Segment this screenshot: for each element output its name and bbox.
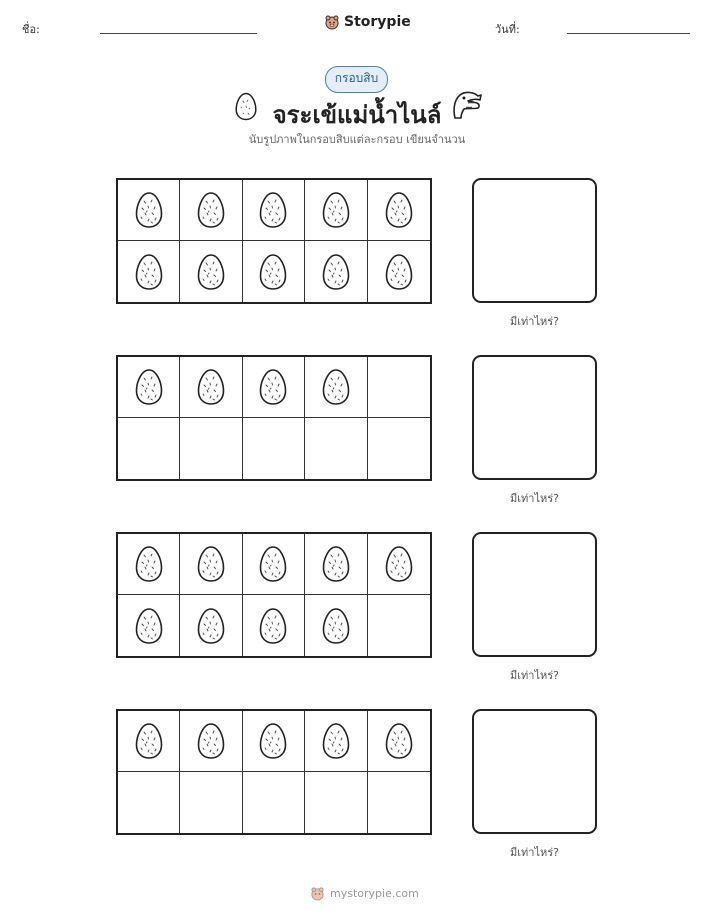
brand-name: Storypie: [344, 14, 411, 30]
ten-frame-4: [116, 709, 432, 835]
answer-prompt: มีเท่าไหร่?: [510, 492, 559, 505]
title-egg-icon: [234, 92, 258, 125]
answer-box-4[interactable]: [472, 709, 597, 834]
ten-frame-cell: [180, 180, 242, 241]
answer-prompt: มีเท่าไหร่?: [510, 669, 559, 682]
ten-frame-cell: [243, 180, 305, 241]
egg-icon: [321, 607, 351, 645]
egg-icon: [321, 545, 351, 583]
ten-frame-cell: [180, 772, 242, 833]
ten-frame-cell: [180, 241, 242, 302]
ten-frame-cell: [243, 418, 305, 479]
ten-frame-cell: [118, 357, 180, 418]
ten-frame-cell: [180, 534, 242, 595]
egg-icon: [384, 722, 414, 760]
ten-frame-cell: [180, 711, 242, 772]
ten-frame-cell: [368, 595, 430, 656]
egg-icon: [196, 722, 226, 760]
footer-site: mystorypie.com: [330, 887, 419, 900]
egg-icon: [258, 191, 288, 229]
egg-icon: [196, 253, 226, 291]
ten-frame-cell: [118, 418, 180, 479]
ten-frame-cell: [118, 711, 180, 772]
ten-frame-cell: [368, 534, 430, 595]
ten-frame-1: [116, 178, 432, 304]
ten-frame-cell: [118, 772, 180, 833]
ten-frame-cell: [243, 772, 305, 833]
ten-frame-cell: [243, 357, 305, 418]
egg-icon: [321, 253, 351, 291]
egg-icon: [196, 607, 226, 645]
ten-frame-cell: [180, 418, 242, 479]
date-field-line[interactable]: [567, 33, 690, 34]
ten-frame-cell: [368, 772, 430, 833]
name-field-line[interactable]: [100, 33, 257, 34]
ten-frame-cell: [368, 357, 430, 418]
answer-prompt: มีเท่าไหร่?: [510, 315, 559, 328]
egg-icon: [321, 191, 351, 229]
ten-frame-3: [116, 532, 432, 658]
ten-frame-cell: [305, 534, 367, 595]
topic-badge: กรอบสิบ: [325, 66, 388, 93]
answer-box-1[interactable]: [472, 178, 597, 303]
crocodile-icon: [450, 90, 484, 126]
ten-frame-cell: [118, 534, 180, 595]
egg-icon: [258, 722, 288, 760]
ten-frame-cell: [118, 180, 180, 241]
footer: [310, 886, 419, 901]
egg-icon: [134, 368, 164, 406]
egg-icon: [321, 368, 351, 406]
ten-frame-cell: [305, 241, 367, 302]
egg-icon: [134, 607, 164, 645]
name-label: ชื่อ:: [22, 23, 40, 36]
ten-frame-cell: [305, 772, 367, 833]
egg-icon: [134, 545, 164, 583]
ten-frame-cell: [305, 595, 367, 656]
ten-frame-cell: [118, 595, 180, 656]
egg-icon: [196, 545, 226, 583]
ten-frame-2: [116, 355, 432, 481]
ten-frame-cell: [368, 711, 430, 772]
mascot-icon: [324, 14, 340, 30]
footer-mascot-icon: [310, 886, 325, 901]
egg-icon: [134, 722, 164, 760]
egg-icon: [196, 368, 226, 406]
ten-frame-cell: [368, 418, 430, 479]
egg-icon: [384, 253, 414, 291]
answer-box-2[interactable]: [472, 355, 597, 480]
ten-frame-cell: [368, 180, 430, 241]
ten-frame-cell: [305, 711, 367, 772]
egg-icon: [258, 368, 288, 406]
page-title: จระเข้แม่น้ำไนล์: [272, 101, 442, 129]
egg-icon: [134, 191, 164, 229]
ten-frame-cell: [243, 534, 305, 595]
instruction-text: นับรูปภาพในกรอบสิบแต่ละกรอบ เขียนจำนวน: [248, 133, 466, 146]
ten-frame-cell: [243, 595, 305, 656]
answer-box-3[interactable]: [472, 532, 597, 657]
egg-icon: [258, 253, 288, 291]
ten-frame-cell: [180, 357, 242, 418]
ten-frame-cell: [305, 180, 367, 241]
brand-logo: [324, 14, 411, 30]
answer-prompt: มีเท่าไหร่?: [510, 846, 559, 859]
date-label: วันที่:: [495, 23, 520, 36]
egg-icon: [196, 191, 226, 229]
ten-frame-cell: [243, 711, 305, 772]
ten-frame-cell: [180, 595, 242, 656]
egg-icon: [321, 722, 351, 760]
egg-icon: [258, 545, 288, 583]
egg-icon: [384, 545, 414, 583]
ten-frame-cell: [243, 241, 305, 302]
egg-icon: [258, 607, 288, 645]
egg-icon: [134, 253, 164, 291]
ten-frame-cell: [368, 241, 430, 302]
ten-frame-cell: [305, 418, 367, 479]
egg-icon: [384, 191, 414, 229]
ten-frame-cell: [118, 241, 180, 302]
ten-frame-cell: [305, 357, 367, 418]
